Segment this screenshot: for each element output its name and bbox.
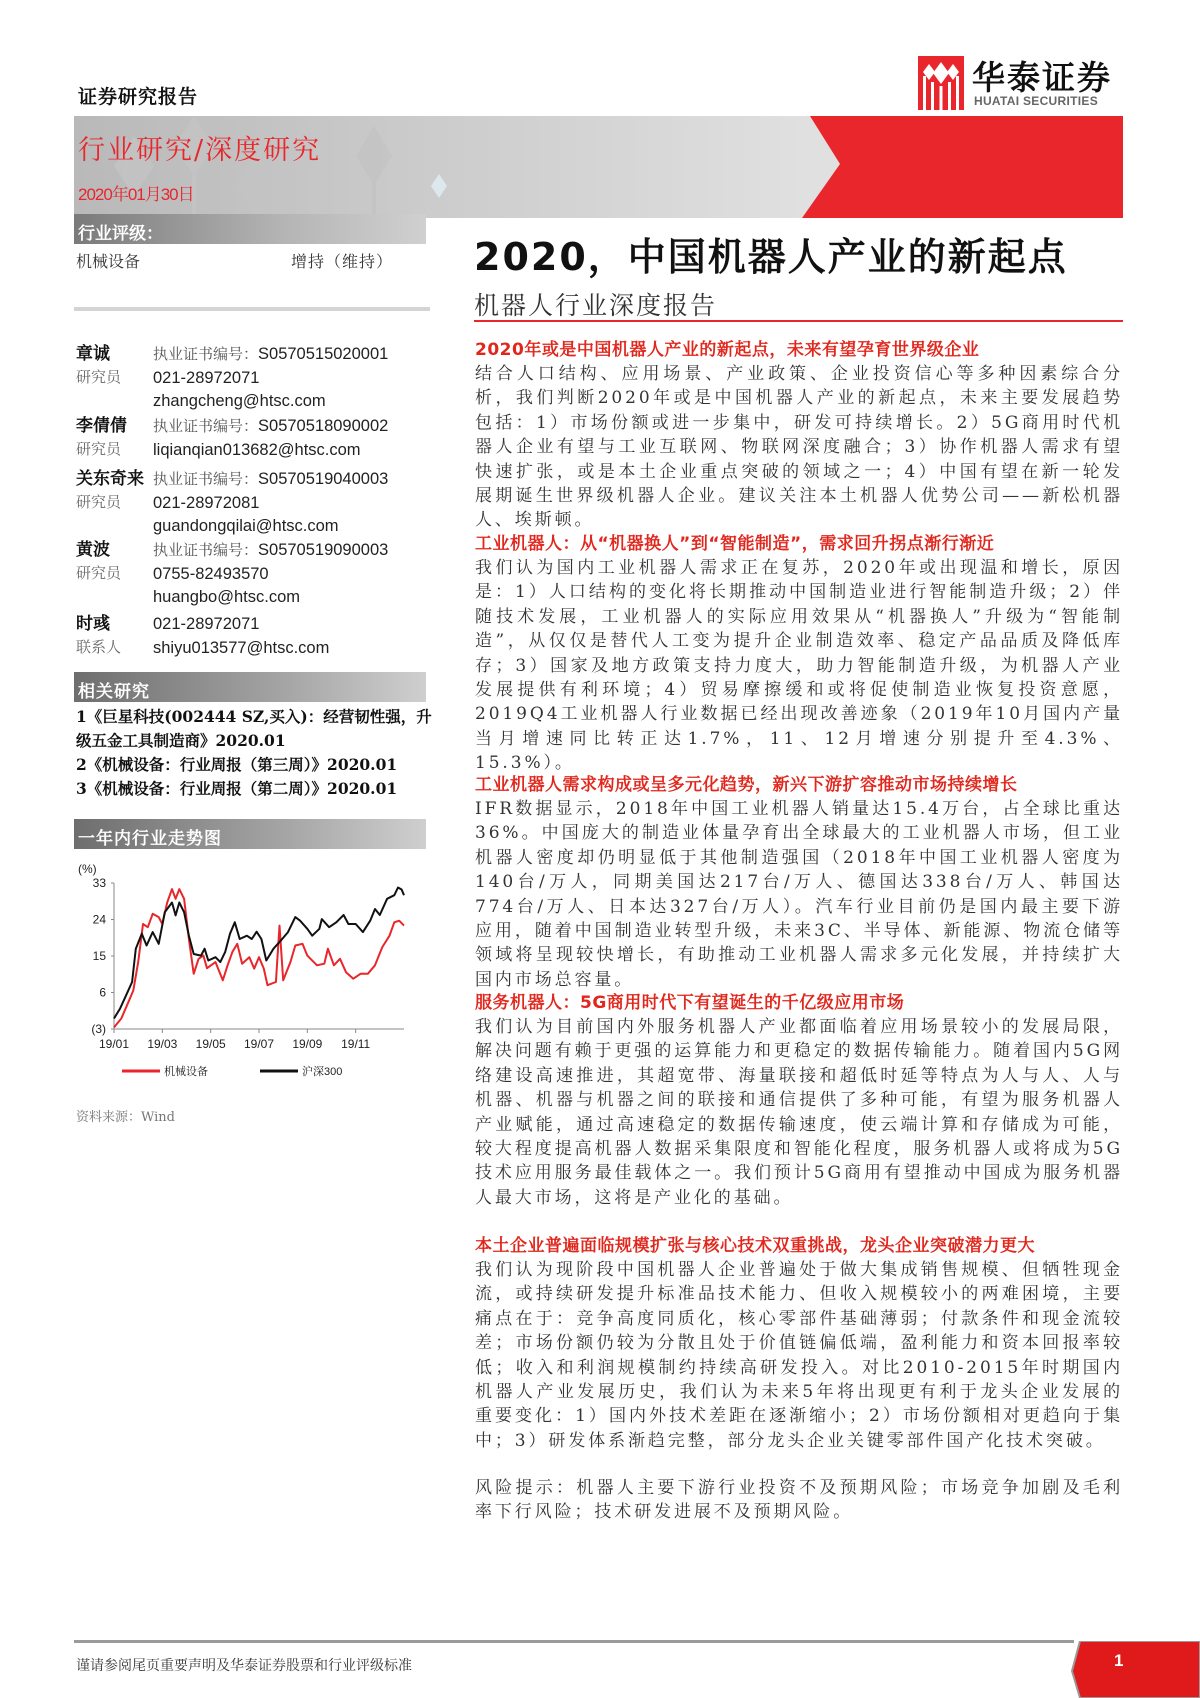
title-divider [474,320,1123,322]
y-tick-label: (3) [91,1022,106,1036]
section-heading: 工业机器人需求构成或呈多元化趋势，新兴下游扩容推动市场持续增长 [475,775,1018,795]
author-email[interactable]: huangbo@htsc.com [153,588,301,606]
license-number: S0570519090003 [258,541,389,559]
y-tick-label: 24 [92,912,106,927]
y-tick-label: 15 [92,949,106,963]
legend-label: 沪深300 [302,1066,343,1078]
related-research-title: 相关研究 [78,682,150,702]
rating-sector: 机械设备 [76,252,141,271]
license-label: 执业证书编号： [153,417,259,435]
author-role: 研究员 [76,440,122,458]
rating-label: 行业评级： [78,224,163,244]
section-body: 我们认为现阶段中国机器人企业普遍处于做大集成销售规模、但牺牲现金流，或持续研发提升标准品技术能力、但收入规模较小的两难困境，主要痛点在于：竞争高度同质化，核心零部件基础薄弱；付款条件和现金流较差；市场份额仍较为分散且处于价值链偏低端，盈利能力和资本回报率较低；收入和利润规模制约持续高研发投入。对比2010-2015年时期国内机器人产业发展历史，我们认为未来5年将出现更有利于龙头企业发展的重要变化：1）国内外技术差距在逐渐缩小；2）市场份额相对更趋向于集中；3）研发体系渐趋完整，部分龙头企业关键零部件国产化技术突破。 [475,1260,1123,1451]
section-heading: 2020年或是中国机器人产业的新起点，未来有望孕育世界级企业 [475,340,980,360]
risk-warning [475,1476,1123,1525]
huatai-logo-icon [918,56,964,110]
author-card [76,343,436,415]
rating-value: 增持（维持） [291,252,394,271]
section-heading: 服务机器人：5G商用时代下有望诞生的千亿级应用市场 [475,993,905,1013]
section-body: 我们认为目前国内外服务机器人产业都面临着应用场景较小的发展局限，解决问题有赖于更强的运算能力和更稳定的数据传输能力。随着国内5G网络建设高速推进，其超宽带、海量联接和超低时延等特点为人与人、人与机器、机器与机器之间的联接和通信提供了多种可能，有望为服务机器人产业赋能，通过高速稳定的数据传输速度，使云端计算和存储成为可能，较大程度提高机器人数据采集限度和智能化程度，服务机器人或将成为5G技术应用服务最佳载体之一。我们预计5G商用有望推动中国成为服务机器人最大市场，这将是产业化的基础。 [475,1017,1123,1208]
page-subtitle: 机器人行业深度报告 [474,291,718,320]
author-card [76,415,436,463]
page-number: 1 [1114,1651,1124,1670]
author-name: 章诚 [76,344,110,364]
footer-disclaimer[interactable]: 谨请参阅尾页重要声明及华泰证券股票和行业评级标准 [76,1658,412,1674]
page-number-tab [1066,1641,1200,1698]
legend-label: 机械设备 [164,1066,208,1078]
author-phone: 021-28972071 [153,615,260,633]
author-phone: 0755-82493570 [153,564,269,583]
banner-red-block [802,116,1123,218]
license-number: S0570518090002 [258,417,389,435]
series-line-csi300 [114,888,404,1019]
section-body: 结合人口结构、应用场景、产业政策、企业投资信心等多种因素综合分析，我们判断2020年或是中国机器人产业的新起点，未来主要发展趋势包括：1）市场份额或进一步集中，研发可持续增长。2）5G商用时代机器人企业有望与工业互联网、物联网深度融合；3）协作机器人需求有望快速扩张，或是本土企业重点突破的领域之一；4）中国有望在新一轮发展期诞生世界级机器人企业。建议关注本土机器人优势公司——新松机器人、埃斯顿。 [475,364,1123,531]
section-heading: 工业机器人：从“机器换人”到“智能制造”，需求回升拐点渐行渐近 [475,534,995,554]
logo-english-text: HUATAI SECURITIES [974,94,1098,108]
trend-chart [70,856,430,1096]
report-date: 2020年01月30日 [78,185,194,204]
report-type-label: 证券研究报告 [78,86,199,108]
x-tick-label: 19/03 [147,1037,178,1051]
related-research-list [76,705,432,801]
trend-chart-header [74,819,426,849]
author-phone: 021-28972071 [153,368,260,387]
author-card [76,468,436,540]
y-tick-label: 33 [92,876,106,890]
author-role: 联系人 [76,638,122,656]
related-item[interactable]: 2《机械设备：行业周报（第三周）》2020.01 [76,755,398,774]
section-demand-diversification [475,773,1123,992]
series-line-machinery [114,889,404,1027]
license-number: S0570519040003 [258,470,389,488]
footer-divider [74,1640,1074,1643]
section-local-enterprises [475,1234,1123,1453]
related-item[interactable]: 3《机械设备：行业周报（第二周）》2020.01 [76,779,398,798]
author-email[interactable]: shiyu013577@htsc.com [153,638,330,657]
author-name: 黄波 [76,540,110,560]
author-email[interactable]: zhangcheng@htsc.com [153,392,326,410]
section-industrial-robots [475,532,1123,776]
section-market-outlook [475,338,1123,533]
license-number: S0570515020001 [258,345,389,363]
huatai-logo [918,56,1123,110]
section-service-robots [475,991,1123,1210]
license-label: 执业证书编号： [153,470,259,488]
author-card [76,613,436,661]
x-tick-label: 19/01 [98,1037,130,1051]
x-tick-label: 19/11 [341,1037,371,1051]
x-tick-label: 19/05 [195,1037,226,1051]
author-email[interactable]: liqianqian013682@htsc.com [153,440,361,459]
author-role: 研究员 [76,564,122,582]
x-tick-label: 19/09 [292,1037,323,1051]
y-axis-label: (%) [78,862,97,876]
section-body: IFR数据显示，2018年中国工业机器人销量达15.4万台，占全球比重达36%。中国庞大的制造业体量孕育出全球最大的工业机器人市场，但工业机器人密度却仍明显低于其他制造强国（2018年中国工业机器人密度为140台/万人，同期美国达217台/万人、德国达338台/万人、韩国达774台/万人、日本达327台/万人）。汽车行业目前仍是国内最主要下游应用，随着中国制造业转型升级，未来3C、半导体、新能源、物流仓储等领域将呈现较快增长，有助推动工业机器人需求多元化发展，并持续扩大国内市场总容量。 [475,799,1123,990]
author-name: 时彧 [76,614,110,634]
trend-chart-title: 一年内行业走势图 [78,829,222,849]
author-role: 研究员 [76,493,122,511]
logo-chinese-text: 华泰证券 [972,58,1112,97]
author-role: 研究员 [76,368,122,386]
divider [74,307,430,311]
related-research-header [74,672,426,702]
author-email[interactable]: guandongqilai@htsc.com [153,517,339,535]
license-label: 执业证书编号： [153,541,259,559]
y-tick-label: 6 [99,985,106,1000]
research-type: 行业研究/深度研究 [78,135,322,166]
author-name: 李倩倩 [76,416,127,436]
chart-source: 资料来源：Wind [76,1110,175,1125]
page-title: 2020，中国机器人产业的新起点 [474,235,1068,279]
related-item[interactable]: 1《巨星科技(002444 SZ,买入)：经营韧性强，升级五金工具制造商》2020.01 [76,707,432,750]
license-label: 执业证书编号： [153,345,259,363]
risk-text: 风险提示：机器人主要下游行业投资不及预期风险；市场竞争加剧及毛利率下行风险；技术研发进展不及预期风险。 [475,1478,1123,1523]
section-body: 我们认为国内工业机器人需求正在复苏，2020年或出现温和增长，原因是：1）人口结构的变化将长期推动中国制造业进行智能制造升级；2）伴随技术发展，工业机器人的实际应用效果从“机器换人”升级为“智能制造”，从仅仅是替代人工变为提升企业制造效率、稳定产品品质及降低库存；3）国家及地方政策支持力度大，助力智能制造升级，为机器人产业发展提供有利环境；4）贸易摩擦缓和或将促使制造业恢复投资意愿，2019Q4工业机器人行业数据已经出现改善迹象（2019年10月国内产量当月增速同比转正达1.7%，11、12月增速分别提升至4.3%、15.3%）。 [475,558,1123,774]
author-name: 关东奇来 [76,469,144,489]
x-tick-label: 19/07 [243,1037,275,1051]
section-heading: 本土企业普遍面临规模扩张与核心技术双重挑战，龙头企业突破潜力更大 [475,1236,1035,1256]
author-phone: 021-28972081 [153,493,260,512]
author-card [76,539,436,611]
